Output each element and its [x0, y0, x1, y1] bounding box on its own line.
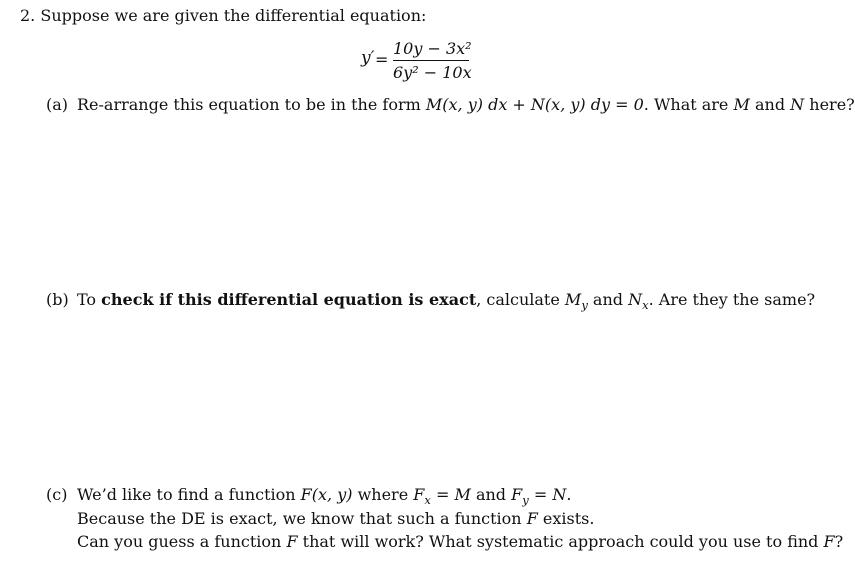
part-a-label: (a): [46, 95, 69, 114]
part-a: [46, 97, 855, 113]
differential-equation: [355, 40, 475, 84]
problem-statement: [20, 8, 426, 24]
part-a-form: M(x, y) dx + N(x, y) dy = 0: [425, 95, 644, 114]
part-c-line-1: [46, 485, 572, 508]
part-c-where: where: [357, 485, 409, 504]
problem-intro-text: Suppose we are given the differential equation:: [40, 6, 427, 25]
part-c-line-3: [77, 534, 843, 550]
part-c-line2-text: Because the DE is exact, we know that such a function: [77, 509, 522, 528]
fraction-bar: [393, 60, 469, 61]
part-c-line3-f2: F: [823, 532, 835, 551]
part-c-line3-end: ?: [834, 532, 844, 551]
part-a-text-after: . What are: [643, 95, 729, 114]
part-c-line-2: [77, 511, 594, 527]
part-c-line3-after: that will work? What systematic approach could you use to find: [302, 532, 819, 551]
equation-equals: =: [375, 50, 389, 69]
part-a-text: Re-arrange this equation to be in the form: [77, 95, 421, 114]
equation-denominator: 6y² − 10x: [393, 63, 472, 82]
part-b-label: (b): [46, 290, 69, 309]
part-b-text-mid: , calculate: [476, 290, 560, 309]
equation-numerator: 10y − 3x²: [393, 39, 472, 58]
problem-number: 2.: [20, 6, 36, 25]
part-b-nx: $N_x$: [628, 290, 649, 313]
part-a-here: here?: [809, 95, 855, 114]
part-b-text: To: [77, 290, 97, 309]
part-a-m: M: [733, 95, 750, 114]
part-b-bold-text: check if this differential equation is exact: [101, 290, 477, 309]
part-c-f-xy: F(x, y): [300, 485, 353, 504]
part-b: [46, 290, 816, 313]
equation-lhs: y′: [361, 48, 375, 68]
part-c-text: We’d like to find a function: [77, 485, 296, 504]
part-c-line2-after: exists.: [542, 509, 595, 528]
part-c-line3-text: Can you guess a function: [77, 532, 282, 551]
part-b-my: $M_y$: [564, 290, 588, 313]
part-c-line2-f: F: [526, 509, 538, 528]
part-a-and: and: [754, 95, 786, 114]
part-b-text-after: . Are they the same?: [648, 290, 816, 309]
part-c-line3-f: F: [286, 532, 298, 551]
part-b-and: and: [592, 290, 624, 309]
part-c-and: and: [475, 485, 507, 504]
equation-fraction: [393, 39, 472, 82]
part-c-period: .: [566, 485, 572, 504]
part-c-label: (c): [46, 485, 68, 504]
part-c-fx: $F_x = M$: [413, 485, 471, 508]
part-a-n: N: [790, 95, 805, 114]
part-c-fy: $F_y = N$: [511, 485, 567, 508]
